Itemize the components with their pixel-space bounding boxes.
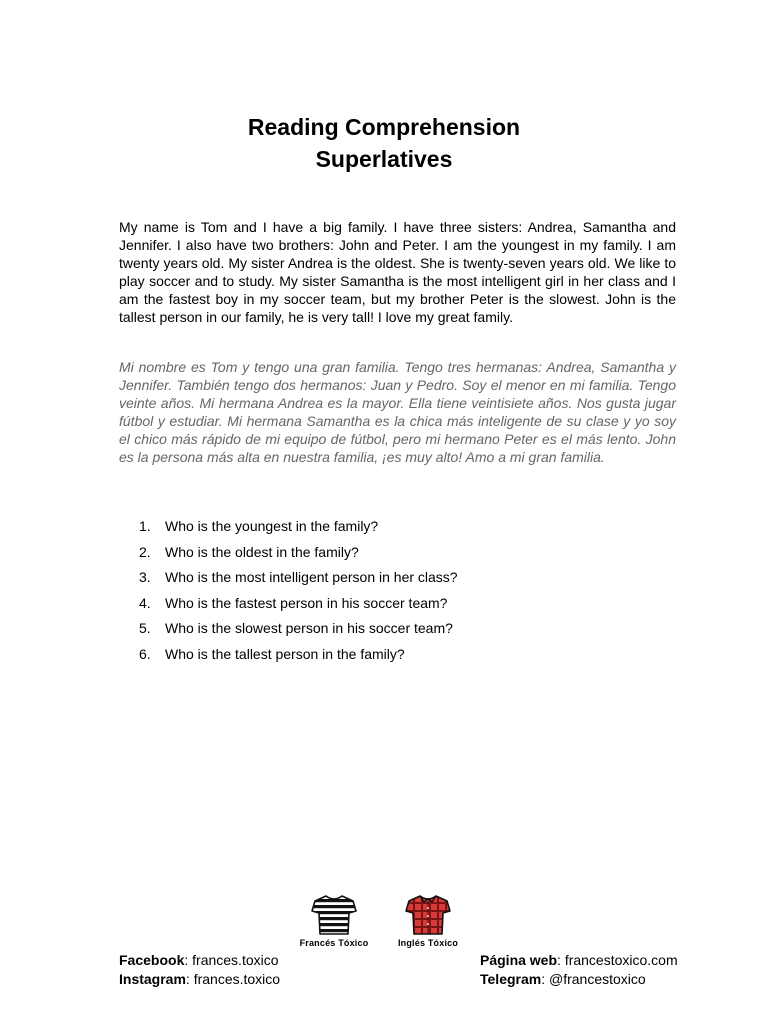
question-number: 2. [139, 543, 151, 560]
instagram-row: Instagram: frances.toxico [119, 971, 281, 987]
instagram-label: Instagram [119, 971, 186, 987]
facebook-label: Facebook [119, 952, 185, 968]
website-label: Página web [480, 952, 558, 968]
page-title [0, 111, 768, 175]
frances-toxico-logo [284, 893, 384, 948]
website-link[interactable]: francestoxico.com [564, 952, 678, 968]
question-item [119, 542, 679, 568]
striped-shirt-icon [284, 893, 384, 937]
question-text: Who is the tallest person in the family? [165, 645, 405, 662]
title-line-2: Superlatives [315, 146, 453, 172]
question-number: 3. [139, 569, 151, 586]
facebook-row: Facebook: frances.toxico [119, 952, 279, 968]
question-item [119, 644, 679, 670]
question-number: 6. [139, 645, 151, 662]
telegram-row: Telegram: @francestoxico [480, 971, 646, 987]
telegram-label: Telegram [480, 971, 542, 987]
footer-social-left [119, 951, 280, 989]
question-list [119, 516, 679, 670]
question-text: Who is the fastest person in his soccer team? [165, 594, 448, 611]
question-item [119, 567, 679, 593]
instagram-link[interactable]: frances.toxico [193, 971, 281, 987]
title-line-1: Reading Comprehension [247, 114, 521, 140]
question-number: 5. [139, 620, 151, 637]
ingles-toxico-logo [378, 893, 478, 948]
facebook-link[interactable]: frances.toxico [192, 952, 279, 968]
question-item [119, 516, 679, 542]
footer-social-right [480, 951, 678, 989]
brand-logos [284, 893, 504, 955]
reading-paragraph-english: My name is Tom and I have a big family. I have three sisters: Andrea, Samantha and Jennifer. I also have two brothers: John and Peter. I am the youngest in my family. I am twenty years old. My sister Andrea is the oldest. She is twenty-seven years old. We like to play soccer and to study. My sister Samantha is the most intelligent girl in her class and I am the fastest boy in my soccer team, but my brother Peter is the slowest. John is the tallest person in our family, he is very tall! I love my great family. [119, 219, 676, 325]
question-text: Who is the slowest person in his soccer team? [165, 620, 453, 637]
question-text: Who is the oldest in the family? [165, 543, 359, 560]
frances-toxico-label: Francés Tóxico [299, 938, 369, 948]
telegram-link[interactable]: @francestoxico [549, 971, 646, 987]
question-text: Who is the most intelligent person in her class? [165, 569, 458, 586]
reading-paragraph-spanish: Mi nombre es Tom y tengo una gran familia. Tengo tres hermanas: Andrea, Samantha y Jennifer. También tengo dos hermanos: Juan y Pedro. Soy el menor en mi familia. Tengo veinte años. Mi hermana Andrea es la mayor. Ella tiene veintisiete años. Nos gusta jugar fútbol y estudiar. Mi hermana Samantha es la chica más inteligente de su clase y yo soy el chico más rápido de mi equipo de fútbol, pero mi hermano Peter es el más lento. John es la persona más alta en nuestra familia, ¡es muy alto! Amo a mi gran familia. [119, 359, 676, 465]
plaid-shirt-icon [378, 893, 478, 937]
website-row: Página web: francestoxico.com [480, 952, 678, 968]
question-item [119, 618, 679, 644]
question-number: 4. [139, 594, 151, 611]
ingles-toxico-label: Inglés Tóxico [397, 938, 459, 948]
question-number: 1. [139, 518, 151, 534]
question-item [119, 593, 679, 619]
question-text: Who is the youngest in the family? [165, 518, 379, 534]
